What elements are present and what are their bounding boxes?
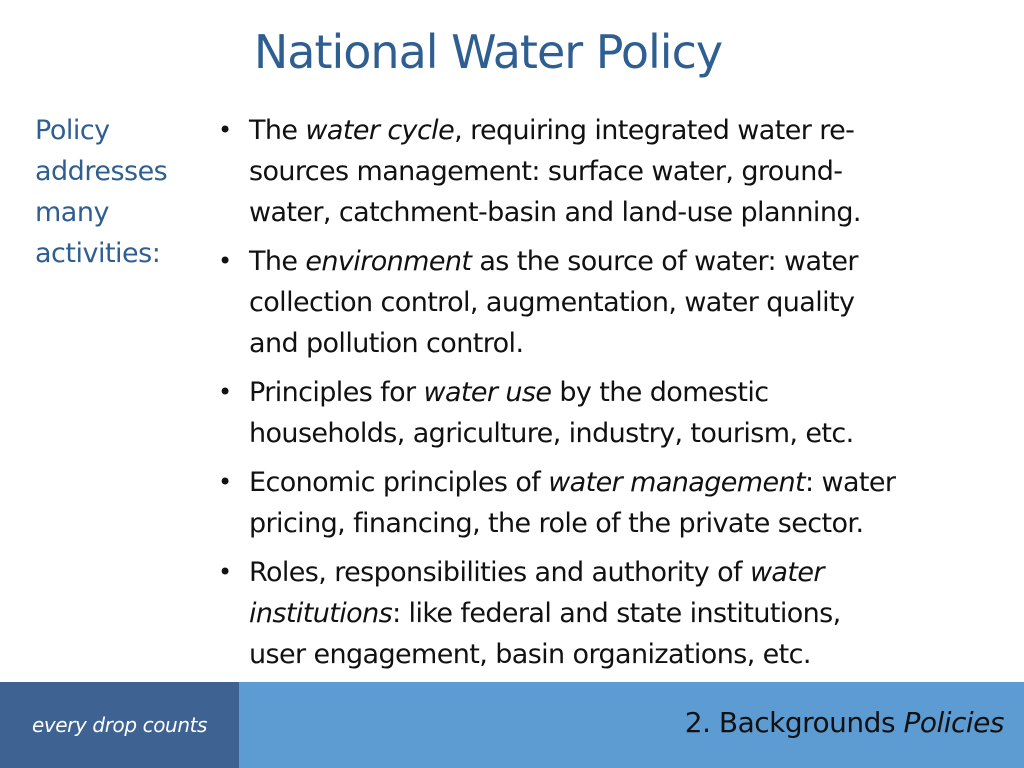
bullet-line: water, catchment-basin and land-use planning.	[249, 197, 861, 228]
side-label-line: many	[35, 197, 109, 228]
bullet-icon: •	[218, 558, 232, 586]
bullet-item	[216, 110, 1016, 233]
bullet-icon: •	[218, 116, 232, 144]
bullet-emphasis: water cycle	[305, 115, 455, 146]
footer-section-panel	[239, 682, 1024, 768]
bullet-icon: •	[218, 247, 232, 275]
slide-title: National Water Policy	[253, 25, 723, 79]
side-label-line: Policy	[35, 115, 110, 146]
bullet-icon: •	[218, 468, 232, 496]
bullet-emphasis: water use	[423, 377, 552, 408]
bullet-emphasis: water management	[548, 467, 805, 498]
bullet-item	[216, 241, 1016, 364]
footer-tagline-panel	[0, 682, 239, 768]
bullet-emphasis: water	[749, 557, 824, 588]
bullet-text: by the domestic	[551, 377, 769, 408]
bullet-line	[249, 593, 1016, 634]
bullet-line: and pollution control.	[249, 328, 524, 359]
bullet-line	[249, 241, 1016, 282]
bullet-text: as the source of water: water	[471, 246, 858, 277]
bullet-text: , requiring integrated water re-	[454, 115, 855, 146]
bullet-emphasis: institutions	[249, 598, 393, 629]
bullet-text: Roles, responsibilities and authority of	[249, 557, 750, 588]
bullet-line: collection control, augmentation, water quality	[249, 287, 855, 318]
footer-tagline: every drop counts	[31, 713, 208, 737]
section-number: 2. Backgrounds	[684, 706, 904, 739]
bullet-line: user engagement, basin organizations, etc.	[249, 639, 811, 670]
bullet-text: The	[249, 115, 306, 146]
bullet-line	[249, 372, 1016, 413]
bullet-text: : water	[804, 467, 896, 498]
footer-bar	[0, 682, 1024, 768]
bullet-item	[216, 372, 1016, 454]
bullet-line: households, agriculture, industry, tourism, etc.	[249, 418, 854, 449]
side-label-line: addresses	[35, 156, 168, 187]
bullet-item	[216, 552, 1016, 675]
bullet-text: Economic principles of	[249, 467, 549, 498]
bullet-text: : like federal and state institutions,	[392, 598, 841, 629]
bullet-icon: •	[218, 378, 232, 406]
bullet-text: The	[249, 246, 306, 277]
section-name: Policies	[903, 706, 1004, 739]
bullet-line	[249, 462, 1016, 503]
bullet-item	[216, 462, 1016, 544]
section-label	[685, 706, 1004, 739]
bullet-emphasis: environment	[305, 246, 472, 277]
bullet-line	[249, 110, 1016, 151]
side-label	[35, 110, 205, 274]
bullet-line: pricing, financing, the role of the private sector.	[249, 508, 864, 539]
bullet-list	[216, 110, 1016, 683]
side-label-line: activities:	[35, 238, 161, 269]
bullet-line	[249, 552, 1016, 593]
bullet-text: Principles for	[249, 377, 424, 408]
bullet-line: sources management: surface water, ground-	[249, 156, 843, 187]
